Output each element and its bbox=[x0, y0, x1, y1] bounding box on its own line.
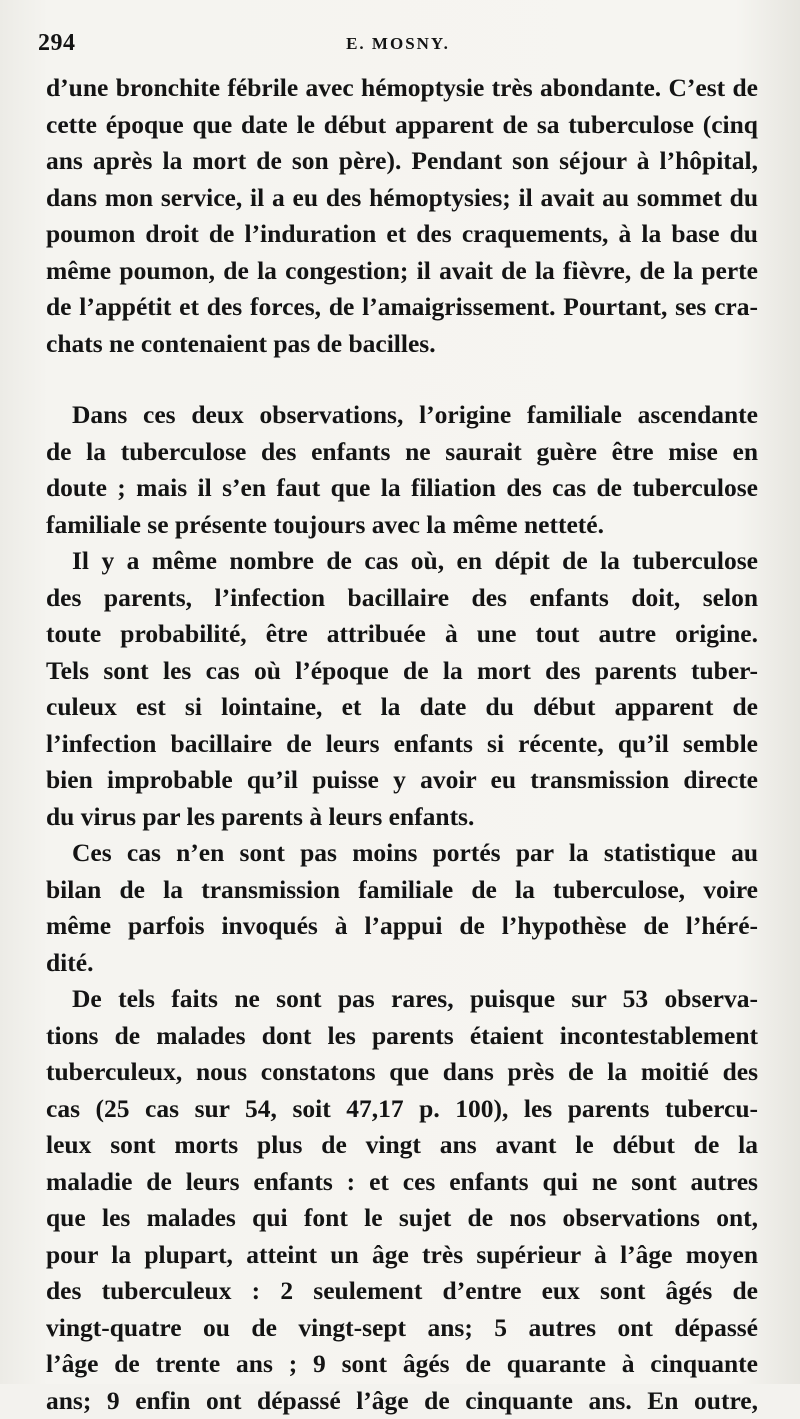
text-line: tions de malades dont les parents étaient incontestablement bbox=[46, 1018, 758, 1055]
page-header bbox=[38, 30, 758, 60]
text-line: même poumon, de la congestion; il avait de la fièvre, de la perte bbox=[46, 253, 758, 290]
text-line: des tuberculeux : 2 seulement d’entre eux sont âgés de bbox=[46, 1273, 758, 1310]
paragraph-continuation bbox=[46, 70, 758, 362]
text-line: l’infection bacillaire de leurs enfants si récente, qu’il semble bbox=[46, 726, 758, 763]
running-head: E. MOSNY. bbox=[38, 34, 758, 54]
paragraph bbox=[46, 543, 758, 835]
page-number: 294 bbox=[38, 30, 76, 57]
text-line: d’une bronchite fébrile avec hémoptysie très abondante. C’est de bbox=[46, 70, 758, 107]
text-line: ans après la mort de son père). Pendant son séjour à l’hôpital, bbox=[46, 143, 758, 180]
text-line: poumon droit de l’induration et des craquements, à la base du bbox=[46, 216, 758, 253]
text-line: ans; 9 enfin ont dépassé l’âge de cinquante ans. En outre, bbox=[46, 1383, 758, 1419]
text-line: de l’appétit et des forces, de l’amaigrissement. Pourtant, ses cra- bbox=[46, 289, 758, 326]
text-line: cette époque que date le début apparent de sa tuberculose (cinq bbox=[46, 107, 758, 144]
text-line: cas (25 cas sur 54, soit 47,17 p. 100), les parents tubercu- bbox=[46, 1091, 758, 1128]
text-line: l’âge de trente ans ; 9 sont âgés de quarante à cinquante bbox=[46, 1346, 758, 1383]
text-line: leux sont morts plus de vingt ans avant le début de la bbox=[46, 1127, 758, 1164]
text-line: Tels sont les cas où l’époque de la mort des parents tuber- bbox=[46, 653, 758, 690]
text-line: dité. bbox=[46, 945, 758, 982]
text-line: bien improbable qu’il puisse y avoir eu transmission directe bbox=[46, 762, 758, 799]
text-line: tuberculeux, nous constatons que dans près de la moitié des bbox=[46, 1054, 758, 1091]
text-line: bilan de la transmission familiale de la tuberculose, voire bbox=[46, 872, 758, 909]
text-line: dans mon service, il a eu des hémoptysies; il avait au sommet du bbox=[46, 180, 758, 217]
text-line: maladie de leurs enfants : et ces enfants qui ne sont autres bbox=[46, 1164, 758, 1201]
text-line: Il y a même nombre de cas où, en dépit de la tuberculose bbox=[46, 543, 758, 580]
text-line: De tels faits ne sont pas rares, puisque sur 53 observa- bbox=[46, 981, 758, 1018]
text-line: du virus par les parents à leurs enfants. bbox=[46, 799, 758, 836]
text-line: même parfois invoqués à l’appui de l’hypothèse de l’héré- bbox=[46, 908, 758, 945]
paragraph bbox=[46, 981, 758, 1419]
text-line: pour la plupart, atteint un âge très supérieur à l’âge moyen bbox=[46, 1237, 758, 1274]
text-line: que les malades qui font le sujet de nos observations ont, bbox=[46, 1200, 758, 1237]
text-line: vingt-quatre ou de vingt-sept ans; 5 autres ont dépassé bbox=[46, 1310, 758, 1347]
text-line: chats ne contenaient pas de bacilles. bbox=[46, 326, 758, 363]
paragraph bbox=[46, 835, 758, 981]
text-line: doute ; mais il s’en faut que la filiation des cas de tuberculose bbox=[46, 470, 758, 507]
body-text bbox=[46, 70, 758, 1419]
text-line: Ces cas n’en sont pas moins portés par la statistique au bbox=[46, 835, 758, 872]
text-line: toute probabilité, être attribuée à une tout autre origine. bbox=[46, 616, 758, 653]
text-line: familiale se présente toujours avec la même netteté. bbox=[46, 507, 758, 544]
text-line: culeux est si lointaine, et la date du début apparent de bbox=[46, 689, 758, 726]
text-line: de la tuberculose des enfants ne saurait guère être mise en bbox=[46, 434, 758, 471]
paragraph-gap bbox=[46, 362, 758, 397]
text-line: des parents, l’infection bacillaire des enfants doit, selon bbox=[46, 580, 758, 617]
text-line: Dans ces deux observations, l’origine familiale ascendante bbox=[46, 397, 758, 434]
paragraph bbox=[46, 397, 758, 543]
